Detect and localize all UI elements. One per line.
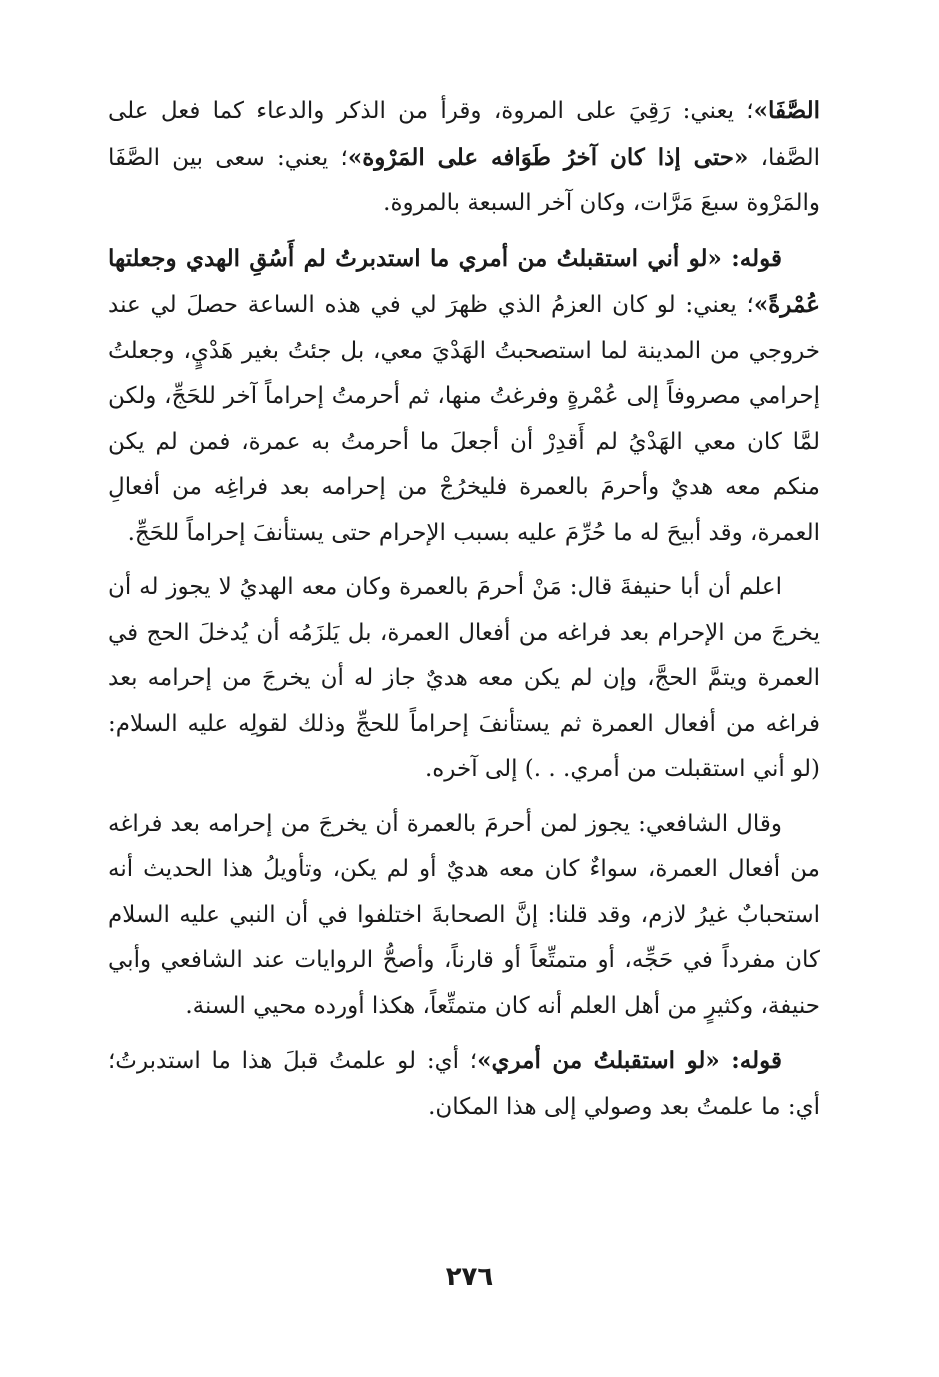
commentary-text: وقال الشافعي: يجوز لمن أحرمَ بالعمرة أن يخرجَ من إحرامه بعد فراغه من أفعال العمرة، سواءٌ كان معه هديٌ أو لم يكن، وتأويلُ هذا الحديث أنه استحبابٌ غيرُ لازم، وقد قلنا: إنَّ الصحابةَ اختلفوا في أن النبي عليه السلام كان مفرداً في حَجِّه، أو متمتِّعاً أو قارناً، وأصحُّ الروايات عند الشافعي وأبي حنيفة، وكثيرٍ من أهل العلم أنه كان متمتِّعاً، هكذا أورده محيي السنة.: [108, 810, 820, 1019]
quote-bold: الصَّفَا»: [753, 97, 820, 124]
paragraph-5: [108, 1038, 820, 1130]
paragraph-1: [108, 88, 820, 227]
commentary-text: ؛ أي: لو علمتُ قبلَ هذا ما استدبرتُ؛ أي: ما علمتُ بعد وصولي إلى هذا المكان.: [108, 1048, 820, 1120]
quote-bold: قوله: «لو استقبلتُ من أمري»: [477, 1047, 782, 1074]
commentary-text: ؛ يعني: رَقِيَ على المروة، وقرأ من الذكر والدعاء كما فعل على الصَّفا،: [108, 98, 820, 171]
paragraph-2: [108, 236, 820, 557]
quote-bold: «حتى إذا كان آخرُ طَوَافه على المَرْوة»: [347, 143, 749, 171]
paragraph-4: [108, 802, 820, 1030]
commentary-text: اعلم أن أبا حنيفةَ قال: مَنْ أحرمَ بالعمرة وكان معه الهديُ لا يجوز له أن يخرجَ من الإحرام بعد فراغه من أفعال العمرة، بل يَلزَمُه أن يُدخلَ الحج في العمرة ويتمَّ الحجَّ، وإن لم يكن معه هديٌ جاز له أن يخرجَ من إحرامه بعد فراغه من أفعال العمرة ثم يستأنفَ إحراماً للحجِّ وذلك لقولِه عليه السلام: (لو أني استقبلت من أمري. . .) إلى آخره.: [108, 574, 820, 782]
page-body: [108, 88, 820, 1139]
commentary-text: ؛ يعني: لو كان العزمُ الذي ظهرَ لي في هذه الساعة حصلَ لي عند خروجي من المدينة لما استصحبتُ الهَدْيَ معي، بل جئتُ بغير هَدْيٍ، وجعلتُ إحرامي مصروفاً إلى عُمْرةٍ وفرغتُ منها، ثم أحرمتُ إحراماً آخر للحَجِّ، ولكن لمَّا كان معي الهَدْيُ لم أَقدِرْ أن أجعلَ ما أحرمتُ به عمرة، فمن لم يكن منكم معه هديٌ وأحرمَ بالعمرة فليخرُجْ من إحرامه بعد فراغِه من أفعالِ العمرة، وقد أبيحَ له ما حُرِّمَ عليه بسبب الإحرام حتى يستأنفَ إحراماً للحَجِّ.: [108, 292, 820, 546]
paragraph-3: [108, 565, 820, 793]
page-number: ٢٧٦: [445, 1262, 494, 1292]
commentary-text: ؛ يعني: سعى بين الصَّفَا والمَرْوة سبعَ مَرَّات، وكان آخر السبعة بالمروة.: [108, 144, 820, 216]
quote-bold: قوله: «لو أني استقبلتُ من أمري ما استدبرتُ لم أَسُقِ الهدي وجعلتها عُمْرةً»: [108, 244, 820, 318]
